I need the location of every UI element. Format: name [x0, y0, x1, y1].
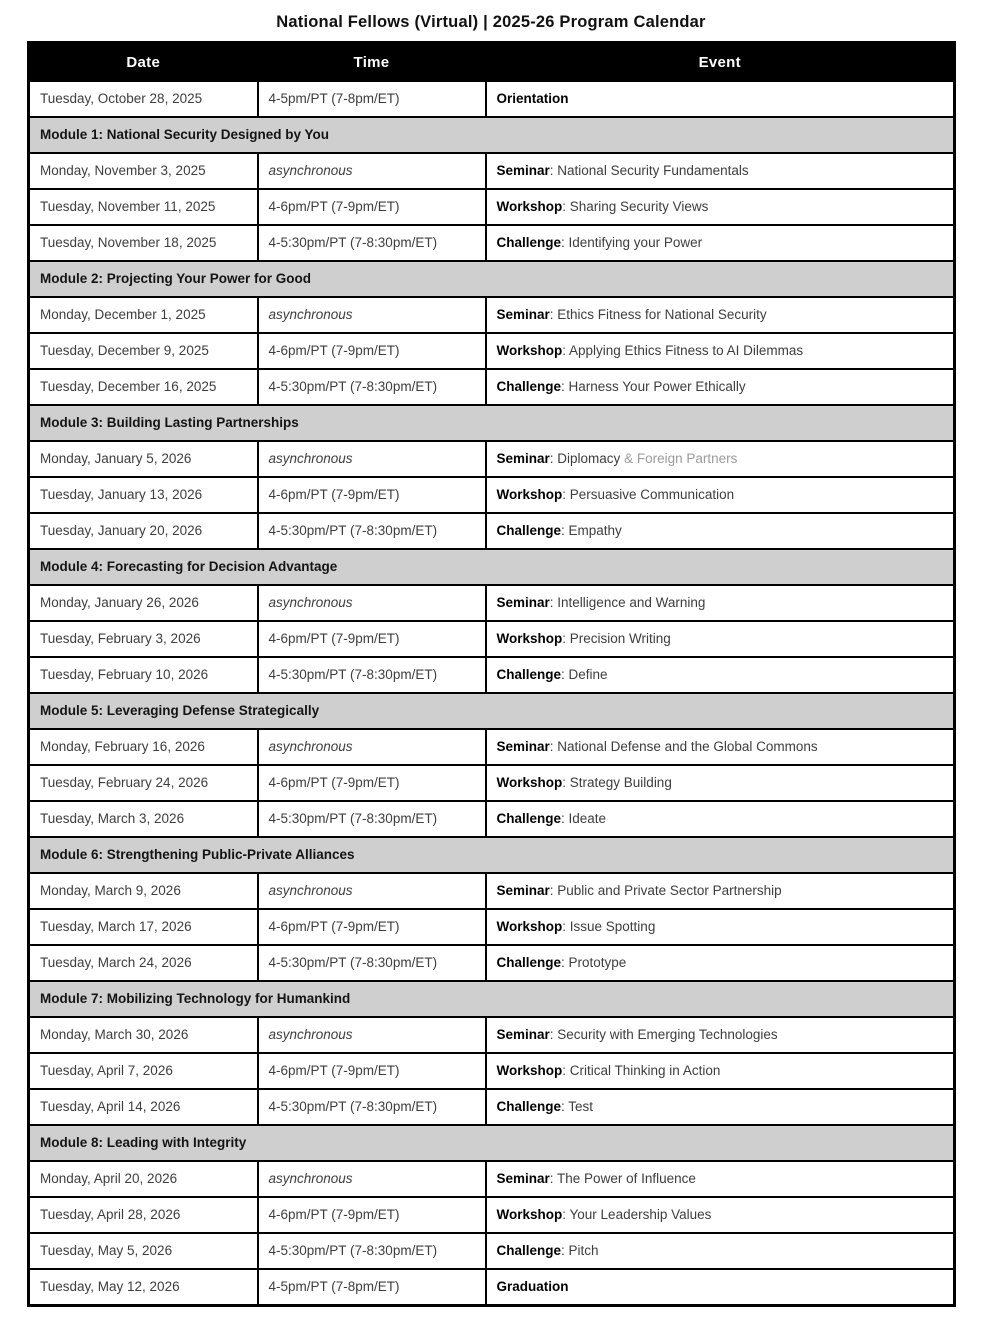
- event-title: : Test: [561, 1098, 594, 1114]
- event-title: : Harness Your Power Ethically: [561, 378, 746, 394]
- event-cell: [486, 585, 955, 621]
- event-title: : Issue Spotting: [562, 918, 656, 934]
- event-cell: [486, 1089, 955, 1125]
- event-cell: [486, 765, 955, 801]
- event-type-label: Workshop: [496, 918, 563, 934]
- table-row: [29, 1053, 955, 1089]
- event-cell: [486, 729, 955, 765]
- date-cell: Tuesday, February 10, 2026: [29, 657, 258, 693]
- time-cell: 4-5:30pm/PT (7-8:30pm/ET): [258, 1089, 486, 1125]
- event-type-label: Seminar: [496, 1170, 550, 1186]
- column-header-date: Date: [29, 43, 258, 82]
- event-title: : Security with Emerging Technologies: [549, 1026, 778, 1042]
- date-cell: Tuesday, December 16, 2025: [29, 369, 258, 405]
- date-cell: Tuesday, November 18, 2025: [29, 225, 258, 261]
- module-header-label: Module 6: Strengthening Public-Private Alliances: [29, 837, 955, 873]
- time-cell: 4-6pm/PT (7-9pm/ET): [258, 621, 486, 657]
- date-cell: Tuesday, April 7, 2026: [29, 1053, 258, 1089]
- table-row: [29, 1089, 955, 1125]
- event-cell: [486, 1233, 955, 1269]
- table-row: [29, 369, 955, 405]
- event-cell: [486, 369, 955, 405]
- table-row: [29, 657, 955, 693]
- event-title: : Ethics Fitness for National Security: [549, 306, 767, 322]
- event-cell: [486, 657, 955, 693]
- date-cell: Monday, March 30, 2026: [29, 1017, 258, 1053]
- event-type-label: Challenge: [496, 1098, 562, 1114]
- table-row: [29, 297, 955, 333]
- table-row: [29, 1233, 955, 1269]
- event-type-label: Workshop: [496, 342, 563, 358]
- event-cell: [486, 873, 955, 909]
- event-type-label: Challenge: [496, 234, 562, 250]
- column-header-time: Time: [258, 43, 486, 82]
- table-row: [29, 153, 955, 189]
- table-row: [29, 513, 955, 549]
- time-cell: 4-5:30pm/PT (7-8:30pm/ET): [258, 225, 486, 261]
- event-title: : Ideate: [561, 810, 607, 826]
- time-cell: asynchronous: [258, 153, 486, 189]
- date-cell: Monday, February 16, 2026: [29, 729, 258, 765]
- event-title: : Define: [561, 666, 608, 682]
- event-type-label: Challenge: [496, 378, 562, 394]
- date-cell: Tuesday, October 28, 2025: [29, 81, 258, 117]
- time-cell: 4-5:30pm/PT (7-8:30pm/ET): [258, 1233, 486, 1269]
- event-title: : National Defense and the Global Commons: [549, 738, 818, 754]
- date-cell: Monday, January 5, 2026: [29, 441, 258, 477]
- event-cell: [486, 81, 955, 117]
- program-calendar-table: [27, 41, 956, 1307]
- time-cell: 4-5:30pm/PT (7-8:30pm/ET): [258, 657, 486, 693]
- event-title: : Prototype: [561, 954, 627, 970]
- time-cell: 4-5:30pm/PT (7-8:30pm/ET): [258, 945, 486, 981]
- module-header-row: [29, 117, 955, 153]
- event-type-label: Orientation: [496, 90, 569, 106]
- time-cell: 4-6pm/PT (7-9pm/ET): [258, 909, 486, 945]
- column-header-event: Event: [486, 43, 955, 82]
- event-title: : The Power of Influence: [549, 1170, 696, 1186]
- event-cell: [486, 1053, 955, 1089]
- event-cell: [486, 909, 955, 945]
- event-type-label: Seminar: [496, 594, 550, 610]
- event-type-label: Seminar: [496, 450, 550, 466]
- module-header-label: Module 3: Building Lasting Partnerships: [29, 405, 955, 441]
- module-header-label: Module 8: Leading with Integrity: [29, 1125, 955, 1161]
- event-title-muted: & Foreign Partners: [624, 450, 738, 466]
- module-header-row: [29, 981, 955, 1017]
- time-cell: asynchronous: [258, 873, 486, 909]
- event-title: : Precision Writing: [562, 630, 671, 646]
- event-title: : Pitch: [561, 1242, 599, 1258]
- event-title: : Diplomacy: [549, 450, 625, 466]
- event-title: : Strategy Building: [562, 774, 672, 790]
- date-cell: Tuesday, January 20, 2026: [29, 513, 258, 549]
- table-row: [29, 1017, 955, 1053]
- time-cell: 4-6pm/PT (7-9pm/ET): [258, 477, 486, 513]
- event-cell: [486, 225, 955, 261]
- event-type-label: Challenge: [496, 522, 562, 538]
- time-cell: asynchronous: [258, 585, 486, 621]
- event-type-label: Challenge: [496, 1242, 562, 1258]
- time-cell: 4-6pm/PT (7-9pm/ET): [258, 1197, 486, 1233]
- event-type-label: Seminar: [496, 1026, 550, 1042]
- time-cell: 4-5:30pm/PT (7-8:30pm/ET): [258, 513, 486, 549]
- table-row: [29, 81, 955, 117]
- event-cell: [486, 1197, 955, 1233]
- module-header-label: Module 4: Forecasting for Decision Advantage: [29, 549, 955, 585]
- date-cell: Tuesday, December 9, 2025: [29, 333, 258, 369]
- event-title: : Sharing Security Views: [562, 198, 709, 214]
- event-title: : National Security Fundamentals: [549, 162, 749, 178]
- date-cell: Tuesday, November 11, 2025: [29, 189, 258, 225]
- time-cell: 4-5:30pm/PT (7-8:30pm/ET): [258, 801, 486, 837]
- event-cell: [486, 297, 955, 333]
- event-type-label: Challenge: [496, 810, 562, 826]
- module-header-row: [29, 1125, 955, 1161]
- date-cell: Tuesday, February 3, 2026: [29, 621, 258, 657]
- date-cell: Tuesday, May 12, 2026: [29, 1269, 258, 1306]
- table-row: [29, 225, 955, 261]
- event-cell: [486, 333, 955, 369]
- date-cell: Tuesday, March 24, 2026: [29, 945, 258, 981]
- time-cell: 4-5pm/PT (7-8pm/ET): [258, 81, 486, 117]
- table-row: [29, 945, 955, 981]
- event-type-label: Challenge: [496, 954, 562, 970]
- event-cell: [486, 1269, 955, 1306]
- date-cell: Monday, January 26, 2026: [29, 585, 258, 621]
- event-title: : Persuasive Communication: [562, 486, 735, 502]
- module-header-label: Module 2: Projecting Your Power for Good: [29, 261, 955, 297]
- date-cell: Tuesday, April 14, 2026: [29, 1089, 258, 1125]
- event-cell: [486, 153, 955, 189]
- event-cell: [486, 621, 955, 657]
- date-cell: Monday, April 20, 2026: [29, 1161, 258, 1197]
- table-row: [29, 585, 955, 621]
- table-row: [29, 441, 955, 477]
- table-row: [29, 729, 955, 765]
- date-cell: Tuesday, February 24, 2026: [29, 765, 258, 801]
- module-header-row: [29, 261, 955, 297]
- table-row: [29, 801, 955, 837]
- date-cell: Tuesday, March 17, 2026: [29, 909, 258, 945]
- event-cell: [486, 441, 955, 477]
- time-cell: asynchronous: [258, 441, 486, 477]
- time-cell: 4-5:30pm/PT (7-8:30pm/ET): [258, 369, 486, 405]
- time-cell: 4-6pm/PT (7-9pm/ET): [258, 333, 486, 369]
- event-title: : Your Leadership Values: [562, 1206, 712, 1222]
- time-cell: 4-5pm/PT (7-8pm/ET): [258, 1269, 486, 1306]
- table-row: [29, 477, 955, 513]
- module-header-row: [29, 693, 955, 729]
- event-title: : Identifying your Power: [561, 234, 703, 250]
- table-row: [29, 1269, 955, 1306]
- event-type-label: Workshop: [496, 1062, 563, 1078]
- event-cell: [486, 1161, 955, 1197]
- event-type-label: Challenge: [496, 666, 562, 682]
- time-cell: 4-6pm/PT (7-9pm/ET): [258, 765, 486, 801]
- event-type-label: Seminar: [496, 162, 550, 178]
- date-cell: Monday, November 3, 2025: [29, 153, 258, 189]
- event-cell: [486, 189, 955, 225]
- table-row: [29, 909, 955, 945]
- table-row: [29, 873, 955, 909]
- event-title: : Intelligence and Warning: [549, 594, 706, 610]
- date-cell: Monday, December 1, 2025: [29, 297, 258, 333]
- event-type-label: Seminar: [496, 306, 550, 322]
- event-cell: [486, 513, 955, 549]
- event-title: : Public and Private Sector Partnership: [549, 882, 782, 898]
- event-cell: [486, 801, 955, 837]
- event-cell: [486, 1017, 955, 1053]
- date-cell: Tuesday, March 3, 2026: [29, 801, 258, 837]
- page-title: National Fellows (Virtual) | 2025-26 Program Calendar: [276, 13, 706, 31]
- table-row: [29, 1161, 955, 1197]
- time-cell: asynchronous: [258, 297, 486, 333]
- event-type-label: Workshop: [496, 486, 563, 502]
- event-title: : Empathy: [561, 522, 622, 538]
- event-type-label: Workshop: [496, 774, 563, 790]
- time-cell: 4-6pm/PT (7-9pm/ET): [258, 189, 486, 225]
- module-header-row: [29, 405, 955, 441]
- time-cell: asynchronous: [258, 1161, 486, 1197]
- module-header-label: Module 1: National Security Designed by You: [29, 117, 955, 153]
- event-type-label: Graduation: [496, 1278, 569, 1294]
- date-cell: Tuesday, May 5, 2026: [29, 1233, 258, 1269]
- event-cell: [486, 945, 955, 981]
- date-cell: Tuesday, April 28, 2026: [29, 1197, 258, 1233]
- module-header-row: [29, 549, 955, 585]
- event-type-label: Workshop: [496, 630, 563, 646]
- time-cell: asynchronous: [258, 729, 486, 765]
- event-type-label: Seminar: [496, 882, 550, 898]
- time-cell: 4-6pm/PT (7-9pm/ET): [258, 1053, 486, 1089]
- event-type-label: Workshop: [496, 198, 563, 214]
- table-header-row: [29, 43, 955, 82]
- event-title: : Critical Thinking in Action: [562, 1062, 721, 1078]
- event-cell: [486, 477, 955, 513]
- event-type-label: Workshop: [496, 1206, 563, 1222]
- module-header-label: Module 5: Leveraging Defense Strategically: [29, 693, 955, 729]
- table-row: [29, 765, 955, 801]
- table-row: [29, 333, 955, 369]
- module-header-label: Module 7: Mobilizing Technology for Humankind: [29, 981, 955, 1017]
- table-row: [29, 621, 955, 657]
- date-cell: Tuesday, January 13, 2026: [29, 477, 258, 513]
- table-row: [29, 189, 955, 225]
- time-cell: asynchronous: [258, 1017, 486, 1053]
- event-type-label: Seminar: [496, 738, 550, 754]
- table-body: [29, 81, 955, 1306]
- date-cell: Monday, March 9, 2026: [29, 873, 258, 909]
- module-header-row: [29, 837, 955, 873]
- event-title: : Applying Ethics Fitness to AI Dilemmas: [562, 342, 804, 358]
- table-row: [29, 1197, 955, 1233]
